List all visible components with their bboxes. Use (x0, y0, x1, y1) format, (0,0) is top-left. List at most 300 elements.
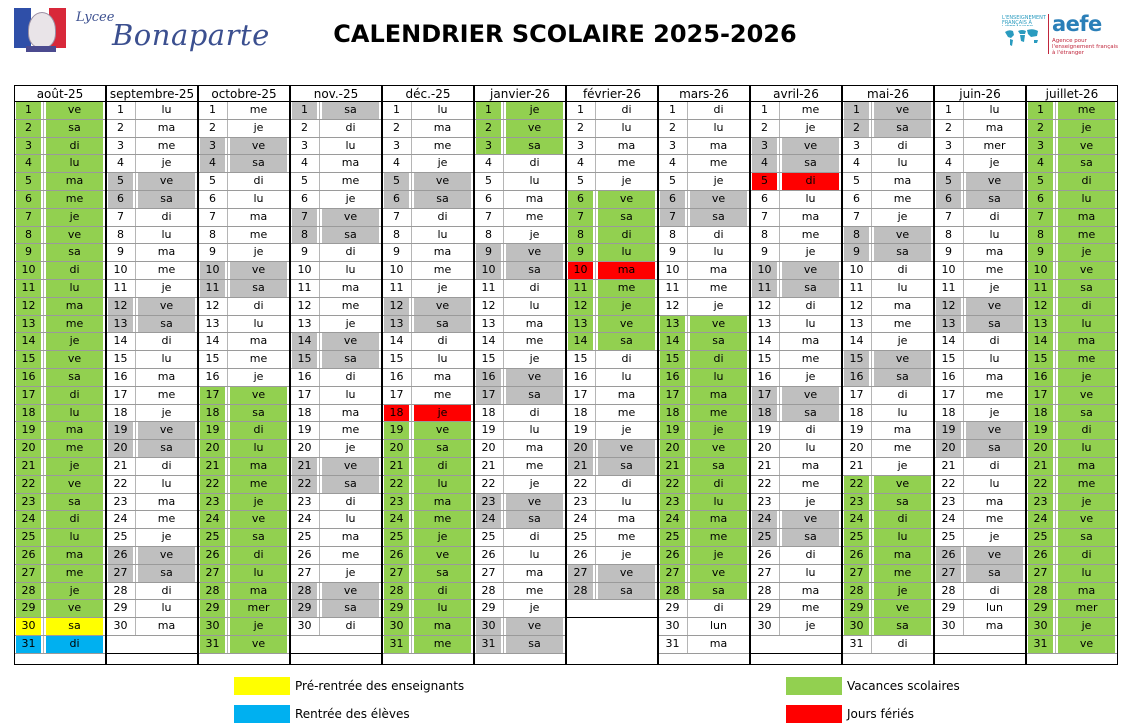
header (0, 0, 1130, 80)
day-number: 3 (853, 138, 860, 152)
day-number: 27 (757, 565, 772, 579)
day-row (935, 547, 1025, 565)
day-number: 8 (1028, 227, 1053, 244)
weekday: me (525, 334, 544, 348)
day-number: 11 (113, 281, 128, 294)
day-number: 2 (301, 120, 308, 134)
day-number: 27 (384, 565, 409, 582)
day-row (843, 600, 933, 618)
weekday: je (713, 298, 724, 312)
weekday: di (1058, 173, 1115, 190)
month-column (106, 85, 198, 665)
day-number: 17 (941, 387, 956, 401)
weekday: sa (46, 494, 103, 511)
day-number: 7 (393, 209, 400, 223)
weekday: di (874, 511, 931, 528)
day-row (475, 316, 565, 334)
day-row (199, 494, 289, 512)
weekday: sa (230, 405, 287, 422)
day-row (199, 138, 289, 156)
weekday: di (989, 459, 1000, 472)
day-row (935, 440, 1025, 458)
day-number: 21 (200, 458, 225, 475)
weekday: me (598, 280, 655, 297)
day-number: 29 (384, 600, 409, 617)
weekday: ve (1058, 387, 1115, 404)
day-row (1027, 600, 1117, 618)
day-row (1027, 316, 1117, 334)
day-number: 19 (297, 423, 312, 437)
weekday: lu (529, 423, 540, 437)
weekday: lu (46, 155, 103, 172)
day-row (107, 138, 197, 156)
weekday: sa (1058, 529, 1115, 546)
day-row (107, 120, 197, 138)
weekday: ma (874, 547, 931, 564)
day-row (751, 191, 841, 209)
day-number: 18 (384, 405, 409, 422)
day-row (567, 244, 657, 262)
day-row (843, 405, 933, 423)
weekday: me (525, 583, 544, 597)
day-number: 27 (108, 565, 133, 582)
weekday: sa (782, 155, 839, 172)
day-number: 1 (117, 103, 124, 116)
day-number: 15 (113, 352, 128, 366)
day-number: 18 (16, 405, 41, 422)
day-number: 25 (113, 530, 128, 544)
day-row (475, 369, 565, 387)
weekday: ma (1058, 333, 1115, 350)
day-number: 21 (757, 459, 772, 472)
day-number: 11 (941, 281, 956, 294)
day-number: 14 (849, 334, 864, 348)
day-row (659, 618, 749, 636)
day-number: 23 (941, 494, 956, 508)
day-row (383, 422, 473, 440)
day-row (15, 511, 105, 529)
weekday: di (529, 530, 540, 544)
day-number: 5 (669, 174, 676, 188)
weekday: lu (161, 601, 172, 615)
weekday: je (345, 441, 356, 455)
day-row (935, 369, 1025, 387)
day-row (935, 316, 1025, 334)
weekday: ve (782, 138, 839, 155)
day-row (843, 565, 933, 583)
weekday: ma (985, 370, 1004, 383)
day-row (15, 262, 105, 280)
day-row (751, 102, 841, 120)
day-number: 24 (660, 511, 685, 528)
day-number: 15 (844, 351, 869, 368)
day-number: 6 (1028, 191, 1053, 208)
day-row (199, 511, 289, 529)
weekday: me (893, 192, 912, 205)
day-row (383, 547, 473, 565)
day-number: 30 (844, 618, 869, 635)
day-row (107, 583, 197, 601)
day-number: 6 (936, 191, 961, 208)
weekday: di (805, 423, 816, 437)
weekday: di (897, 637, 908, 650)
weekday: ma (617, 387, 636, 401)
weekday: di (782, 173, 839, 190)
day-number: 28 (200, 583, 225, 600)
day-row (107, 529, 197, 547)
month-column (198, 85, 290, 665)
weekday: je (989, 530, 1000, 544)
day-row (199, 547, 289, 565)
weekday: me (525, 209, 544, 223)
weekday: lu (437, 227, 448, 241)
day-number: 10 (849, 263, 864, 277)
weekday: ve (322, 583, 379, 600)
weekday: di (529, 156, 540, 170)
day-row (567, 369, 657, 387)
day-number: 24 (113, 512, 128, 526)
day-row (659, 102, 749, 120)
day-row (751, 458, 841, 476)
day-row (1027, 209, 1117, 227)
weekday: ma (690, 387, 747, 404)
weekday: ma (617, 512, 636, 526)
day-number: 17 (660, 387, 685, 404)
day-number: 19 (384, 422, 409, 439)
weekday: me (414, 511, 471, 528)
day-number: 8 (761, 227, 768, 241)
day-number: 1 (844, 102, 869, 119)
day-number: 16 (1028, 369, 1053, 386)
day-row (843, 458, 933, 476)
day-number: 25 (1028, 529, 1053, 546)
day-row (291, 405, 381, 423)
day-number: 22 (481, 476, 496, 490)
day-number: 30 (1028, 618, 1053, 635)
day-row (659, 262, 749, 280)
weekday: sa (874, 618, 931, 635)
weekday: ma (985, 494, 1004, 508)
day-row (199, 476, 289, 494)
weekday: je (1058, 494, 1115, 511)
day-row (15, 565, 105, 583)
day-row (15, 280, 105, 298)
day-row (1027, 565, 1117, 583)
day-number: 11 (297, 281, 312, 294)
weekday: je (506, 102, 563, 119)
day-row (199, 280, 289, 298)
day-row (475, 351, 565, 369)
day-number: 8 (945, 227, 952, 241)
weekday: di (989, 209, 1000, 223)
day-number: 4 (945, 156, 952, 170)
weekday: ma (249, 209, 268, 223)
weekday: ve (966, 422, 1023, 439)
day-row (107, 476, 197, 494)
day-number: 16 (573, 370, 588, 383)
day-number: 4 (1028, 155, 1053, 172)
weekday: sa (782, 280, 839, 297)
weekday: me (801, 103, 820, 116)
day-number: 5 (577, 174, 584, 188)
weekday: di (437, 209, 448, 223)
day-number: 12 (757, 298, 772, 312)
month-title: février-26 (567, 86, 657, 102)
day-number: 23 (757, 494, 772, 508)
weekday: ve (598, 440, 655, 457)
day-number: 12 (481, 298, 496, 312)
day-row (843, 476, 933, 494)
day-row (15, 138, 105, 156)
month-column (382, 85, 474, 665)
day-row (475, 280, 565, 298)
day-number: 27 (936, 565, 961, 582)
day-row (475, 138, 565, 156)
day-row (199, 440, 289, 458)
day-number: 29 (941, 601, 956, 615)
month-column (658, 85, 750, 665)
day-number: 4 (393, 156, 400, 170)
weekday: sa (598, 209, 655, 226)
weekday: di (805, 548, 816, 561)
day-number: 9 (476, 244, 501, 261)
day-number: 28 (481, 583, 496, 597)
day-number: 13 (16, 316, 41, 333)
weekday: ve (414, 547, 471, 564)
weekday: ma (985, 619, 1004, 633)
day-number: 3 (393, 138, 400, 152)
day-row (199, 422, 289, 440)
day-number: 20 (108, 440, 133, 457)
day-row (291, 316, 381, 334)
day-number: 17 (113, 387, 128, 401)
month-column (290, 85, 382, 665)
weekday: ma (1058, 209, 1115, 226)
weekday: ve (506, 244, 563, 261)
day-row (843, 102, 933, 120)
day-row (843, 547, 933, 565)
day-row (659, 440, 749, 458)
day-row (567, 173, 657, 191)
weekday: ve (1058, 138, 1115, 155)
weekday: lun (710, 619, 727, 633)
weekday: sa (874, 369, 931, 386)
weekday: je (598, 298, 655, 315)
weekday: sa (690, 583, 747, 600)
weekday: ma (690, 511, 747, 528)
weekday: ma (341, 156, 360, 170)
day-number: 19 (108, 422, 133, 439)
day-row (291, 369, 381, 387)
day-row (291, 547, 381, 565)
day-number: 7 (117, 209, 124, 223)
weekday: sa (874, 494, 931, 511)
day-row (935, 227, 1025, 245)
day-row (475, 173, 565, 191)
day-row (383, 583, 473, 601)
weekday: di (230, 422, 287, 439)
day-number: 21 (849, 459, 864, 472)
day-number: 24 (573, 512, 588, 526)
day-row (659, 636, 749, 654)
weekday: ve (230, 636, 287, 653)
month-title: janvier-26 (475, 86, 565, 102)
empty-cells (935, 636, 1025, 654)
day-row (1027, 529, 1117, 547)
day-row (291, 262, 381, 280)
weekday: sa (46, 120, 103, 137)
weekday: sa (230, 280, 287, 297)
day-row (659, 547, 749, 565)
day-number: 5 (936, 173, 961, 190)
weekday: me (230, 476, 287, 493)
weekday: ve (414, 422, 471, 439)
weekday: lu (989, 352, 1000, 366)
weekday: ma (230, 583, 287, 600)
day-number: 5 (16, 173, 41, 190)
day-number: 20 (568, 440, 593, 457)
weekday: ve (230, 511, 287, 528)
brand-main-text: Bonaparte (112, 18, 270, 52)
day-number: 25 (573, 530, 588, 544)
day-number: 24 (384, 511, 409, 528)
day-number: 13 (205, 316, 220, 330)
weekday: lu (690, 369, 747, 386)
day-number: 12 (108, 298, 133, 315)
aefe-subtitle: Agence pour l'enseignement français à l'étranger (1052, 38, 1119, 56)
day-row (291, 102, 381, 120)
day-row (751, 209, 841, 227)
weekday: lu (345, 263, 356, 277)
day-number: 23 (476, 494, 501, 511)
day-number: 15 (757, 352, 772, 366)
day-row (107, 458, 197, 476)
weekday: ve (782, 262, 839, 279)
day-row (383, 155, 473, 173)
day-row (15, 494, 105, 512)
day-row (383, 280, 473, 298)
weekday: me (893, 441, 912, 455)
legend-label: Jours fériés (847, 707, 914, 721)
day-number: 3 (16, 138, 41, 155)
weekday: ve (46, 351, 103, 368)
day-number: 2 (117, 120, 124, 134)
weekday: je (989, 156, 1000, 170)
day-row (843, 227, 933, 245)
day-row (15, 227, 105, 245)
day-row (107, 511, 197, 529)
weekday: sa (322, 102, 379, 119)
day-number: 14 (941, 334, 956, 348)
day-number: 3 (945, 138, 952, 152)
weekday: je (253, 245, 264, 259)
weekday: je (414, 405, 471, 422)
day-row (475, 422, 565, 440)
weekday: lu (345, 138, 356, 152)
day-number: 10 (200, 262, 225, 279)
day-number: 15 (573, 352, 588, 366)
day-number: 16 (476, 369, 501, 386)
day-row (843, 387, 933, 405)
weekday: me (690, 405, 747, 422)
day-row (843, 494, 933, 512)
day-number: 30 (200, 618, 225, 635)
day-number: 26 (384, 547, 409, 564)
day-row (751, 387, 841, 405)
day-row (475, 529, 565, 547)
legend-label: Vacances scolaires (847, 679, 960, 693)
day-row (751, 547, 841, 565)
day-number: 24 (200, 511, 225, 528)
day-row (751, 583, 841, 601)
weekday: ve (874, 351, 931, 368)
day-number: 30 (476, 618, 501, 635)
day-row (383, 333, 473, 351)
weekday: lu (345, 387, 356, 401)
day-number: 7 (209, 209, 216, 223)
day-row (107, 209, 197, 227)
day-row (199, 102, 289, 120)
day-number: 3 (752, 138, 777, 155)
weekday: ve (690, 565, 747, 582)
day-row (475, 547, 565, 565)
weekday: sa (506, 511, 563, 528)
day-number: 17 (389, 387, 404, 401)
weekday: di (161, 459, 172, 472)
day-number: 26 (297, 548, 312, 561)
day-number: 11 (1028, 280, 1053, 297)
day-number: 18 (660, 405, 685, 422)
day-row (383, 440, 473, 458)
weekday: ma (249, 334, 268, 348)
day-row (15, 440, 105, 458)
day-number: 5 (209, 174, 216, 188)
weekday: je (1058, 244, 1115, 261)
day-row (567, 547, 657, 565)
day-number: 13 (297, 316, 312, 330)
day-row (199, 227, 289, 245)
day-number: 14 (205, 334, 220, 348)
weekday: lu (621, 370, 632, 383)
day-number: 24 (1028, 511, 1053, 528)
day-number: 15 (1028, 351, 1053, 368)
day-row (291, 173, 381, 191)
day-row (843, 191, 933, 209)
day-row (383, 227, 473, 245)
month-column (1026, 85, 1118, 665)
day-number: 20 (1028, 440, 1053, 457)
day-number: 31 (16, 636, 41, 653)
day-row (935, 529, 1025, 547)
day-row (383, 191, 473, 209)
day-row (107, 173, 197, 191)
day-number: 17 (849, 387, 864, 401)
day-number: 14 (757, 334, 772, 348)
day-row (107, 280, 197, 298)
day-number: 28 (568, 583, 593, 600)
day-row (751, 173, 841, 191)
day-number: 16 (389, 370, 404, 383)
weekday: di (253, 298, 264, 312)
weekday: lu (161, 103, 172, 116)
day-number: 12 (936, 298, 961, 315)
day-number: 11 (200, 280, 225, 297)
day-row (659, 227, 749, 245)
weekday: sa (230, 155, 287, 172)
day-number: 7 (945, 209, 952, 223)
day-number: 10 (16, 262, 41, 279)
day-number: 26 (844, 547, 869, 564)
